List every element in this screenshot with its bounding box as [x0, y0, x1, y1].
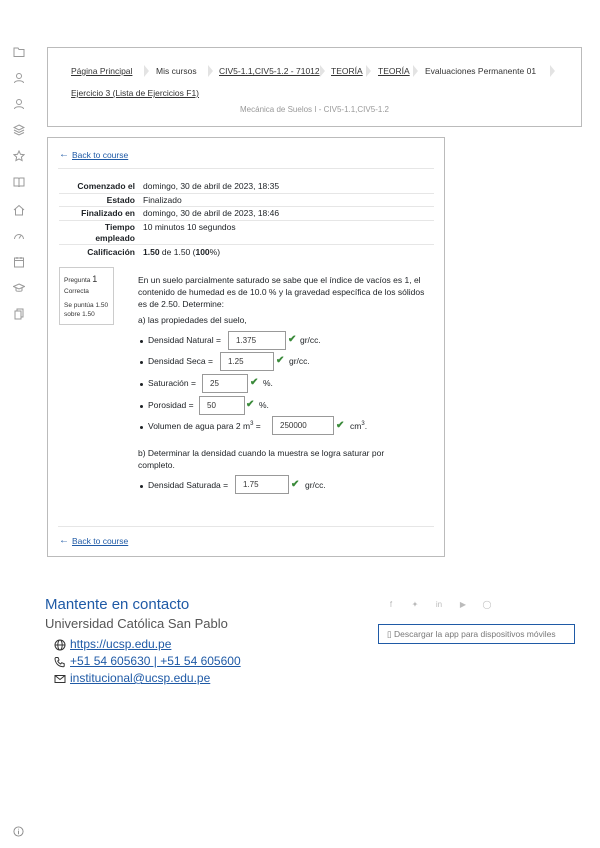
- field-label-porosity: Porosidad =: [148, 400, 194, 410]
- field-label-saturation: Saturación =: [148, 378, 196, 388]
- water-volume-label-sup: 3: [250, 421, 254, 428]
- copy-icon[interactable]: [13, 308, 25, 320]
- question-part-a: a) las propiedades del suelo,: [138, 315, 247, 325]
- mobile-icon: ▯: [387, 629, 395, 639]
- saturated-density-input[interactable]: 1.75: [235, 475, 289, 494]
- check-icon: ✔: [276, 355, 285, 366]
- phone-icon: [54, 656, 66, 668]
- grade-rest: de 1.50 (: [159, 247, 196, 257]
- bullet: [140, 426, 143, 429]
- divider: [58, 526, 434, 527]
- breadcrumb-separator: [144, 65, 149, 77]
- breadcrumb-my-courses[interactable]: Mis cursos: [156, 66, 197, 76]
- download-app-button[interactable]: [378, 624, 575, 644]
- divider: [59, 193, 434, 194]
- question-status: Correcta: [64, 288, 89, 295]
- check-icon: ✔: [246, 399, 255, 410]
- question-intro: En un suelo parcialmente saturado se sabe que el índice de vacíos es 1, el contenido de humedad es de 10.0 % y la gravedad específica de los sólidos es de 2.50. Determine:: [138, 275, 425, 309]
- grade-score: 1.50: [143, 247, 160, 257]
- youtube-icon[interactable]: ▶: [459, 600, 467, 609]
- users-icon[interactable]: [13, 98, 25, 110]
- field-unit: %.: [259, 400, 269, 410]
- breadcrumb-separator: [413, 65, 418, 77]
- breadcrumb-home[interactable]: Página Principal: [71, 66, 133, 76]
- natural-density-input[interactable]: 1.375: [228, 331, 286, 350]
- breadcrumb-separator: [320, 65, 325, 77]
- layers-icon[interactable]: [13, 124, 25, 136]
- website-link[interactable]: https://ucsp.edu.pe: [70, 637, 172, 651]
- water-volume-unit-pre: cm: [350, 421, 362, 431]
- summary-value-time: 10 minutos 10 segundos: [143, 222, 236, 232]
- summary-label-grade: Calificación: [87, 247, 135, 257]
- course-title: Mecánica de Suelos I - CIV5-1.1,CIV5-1.2: [240, 105, 389, 114]
- mail-icon: [54, 673, 66, 685]
- star-icon[interactable]: [13, 150, 25, 162]
- back-arrow-icon[interactable]: ←: [59, 535, 69, 546]
- user-icon[interactable]: [13, 72, 25, 84]
- footer-title: Mantente en contacto: [45, 596, 190, 613]
- email-link[interactable]: institucional@ucsp.edu.pe: [70, 671, 211, 685]
- facebook-icon[interactable]: f: [389, 600, 393, 609]
- divider: [59, 206, 434, 207]
- divider: [59, 244, 434, 245]
- book-icon[interactable]: [13, 176, 25, 188]
- twitter-icon[interactable]: ✦: [411, 600, 419, 609]
- breadcrumb-theory-2[interactable]: TEORÍA: [378, 66, 410, 76]
- bullet: [140, 485, 143, 488]
- water-volume-input[interactable]: 250000: [272, 416, 334, 435]
- grade-end: %): [209, 247, 221, 257]
- field-unit: gr/cc.: [305, 480, 326, 490]
- dry-density-input[interactable]: 1.25: [220, 352, 274, 371]
- field-unit: gr/cc.: [289, 356, 310, 366]
- water-volume-label-post: =: [253, 421, 261, 431]
- field-unit: %.: [263, 378, 273, 388]
- question-number: [64, 274, 97, 284]
- left-sidebar: [0, 0, 40, 848]
- bullet: [140, 383, 143, 386]
- page-header: [47, 47, 582, 127]
- instagram-icon[interactable]: ◯: [482, 600, 492, 609]
- summary-label-started: Comenzado el: [77, 181, 135, 191]
- home-icon[interactable]: [13, 204, 25, 216]
- question-label: Pregunta: [64, 277, 91, 284]
- bullet: [140, 340, 143, 343]
- gauge-icon[interactable]: [13, 230, 25, 242]
- breadcrumb-exercise[interactable]: Ejercicio 3 (Lista de Ejercicios F1): [71, 88, 200, 98]
- info-icon[interactable]: [13, 826, 24, 837]
- field-unit: gr/cc.: [300, 335, 321, 345]
- divider: [58, 168, 434, 169]
- phone-link[interactable]: +51 54 605630 | +51 54 605600: [70, 654, 241, 668]
- breadcrumb-separator: [550, 65, 555, 77]
- bullet: [140, 405, 143, 408]
- field-label-dry-density: Densidad Seca =: [148, 356, 213, 366]
- summary-value-grade: [143, 247, 220, 258]
- water-volume-label-pre: Volumen de agua para 2 m: [148, 421, 251, 431]
- field-label-water-volume: [148, 421, 261, 431]
- divider: [59, 220, 434, 221]
- porosity-input[interactable]: 50: [199, 396, 245, 415]
- breadcrumb-separator: [208, 65, 213, 77]
- check-icon: ✔: [250, 377, 259, 388]
- check-icon: ✔: [336, 420, 345, 431]
- back-arrow-icon[interactable]: ←: [59, 149, 69, 160]
- breadcrumb-course[interactable]: CIV5-1.1,CIV5-1.2 - 71012: [219, 66, 320, 76]
- summary-label-finished: Finalizado en: [81, 208, 135, 218]
- summary-value-started: domingo, 30 de abril de 2023, 18:35: [143, 181, 280, 191]
- field-label-natural-density: Densidad Natural =: [148, 335, 222, 345]
- calendar-icon[interactable]: [13, 256, 25, 268]
- grade-percent: 100: [195, 247, 210, 257]
- summary-value-finished: domingo, 30 de abril de 2023, 18:46: [143, 208, 280, 218]
- question-part-b: b) Determinar la densidad cuando la muestra se logra saturar por completo.: [138, 448, 385, 470]
- check-icon: ✔: [291, 479, 300, 490]
- footer-org: Universidad Católica San Pablo: [45, 616, 228, 631]
- linkedin-icon[interactable]: in: [435, 600, 443, 609]
- question-points: Se puntúa 1.50 sobre 1.50: [64, 302, 109, 318]
- quiz-review-panel: [47, 137, 445, 557]
- water-volume-unit-post: .: [364, 421, 368, 431]
- breadcrumb-theory-1[interactable]: TEORÍA: [331, 66, 363, 76]
- saturation-input[interactable]: 25: [202, 374, 248, 393]
- question-num: 1: [92, 274, 98, 284]
- back-to-course-link-top[interactable]: Back to course: [72, 150, 129, 160]
- field-label-saturated-density: Densidad Saturada =: [148, 480, 229, 490]
- breadcrumb-separator: [366, 65, 371, 77]
- back-to-course-link-bottom[interactable]: Back to course: [72, 536, 129, 546]
- question-info-box: [59, 267, 114, 325]
- summary-label-time: Tiempo empleado: [95, 222, 135, 243]
- summary-value-state: Finalizado: [143, 195, 182, 205]
- water-volume-unit-sup: 3: [361, 421, 365, 428]
- breadcrumb-evaluations[interactable]: Evaluaciones Permanente 01: [425, 66, 537, 76]
- bullet: [140, 361, 143, 364]
- summary-label-state: Estado: [106, 195, 135, 205]
- download-app-label: Descargar la app para dispositivos móviles: [394, 629, 556, 639]
- field-unit: [350, 421, 367, 431]
- globe-icon: [54, 639, 66, 651]
- folder-icon[interactable]: [13, 46, 25, 58]
- check-icon: ✔: [288, 334, 297, 345]
- graduation-cap-icon[interactable]: [13, 282, 25, 294]
